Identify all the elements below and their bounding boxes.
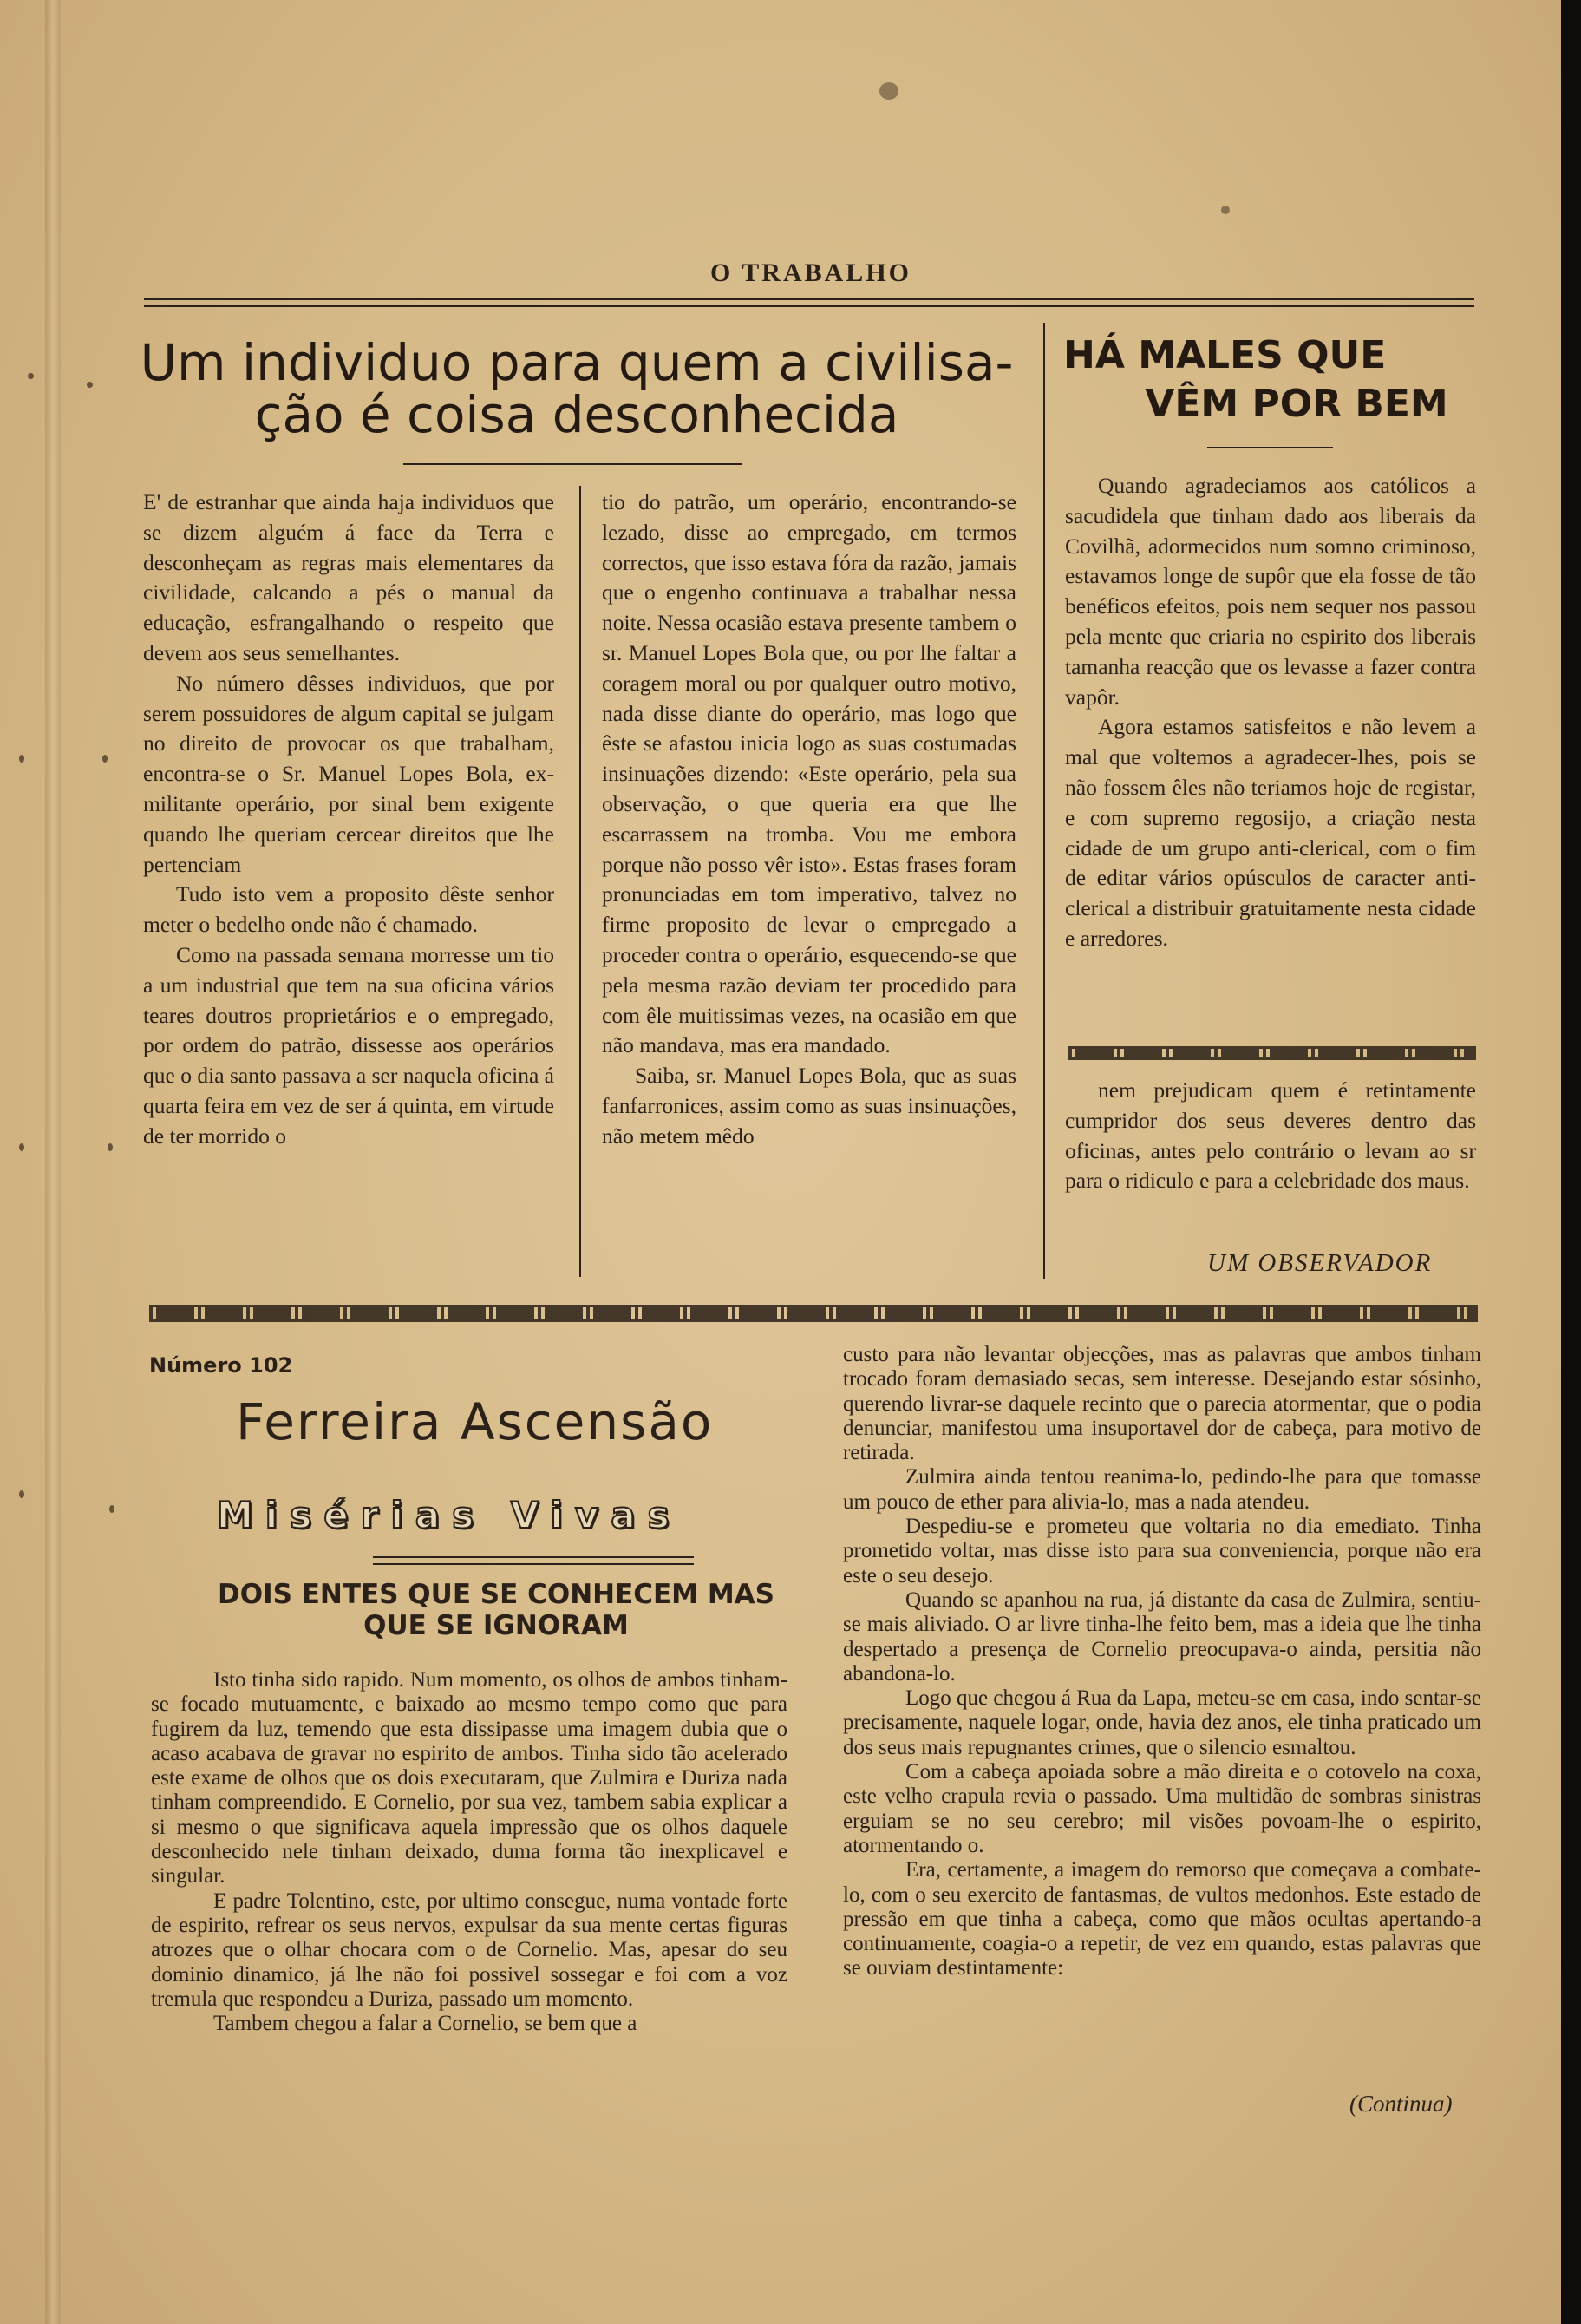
paragraph: Com a cabeça apoiada sobre a mão direita e o cotovelo na coxa, este velho crapula revia o passado. Uma multidão de sombras sinistras erguiam se no seu cerebro; mil visões povoam-lhe o espirito, atormentando o. [843, 1760, 1481, 1857]
paragraph: custo para não levantar objecções, mas as palavras que ambos tinham trocado foram demasiado secas, sem interesse. Desejando estar sósinho, querendo livrar-se daquele recinto que o parecia atormentar, que o podia denunciar, manifestou uma insuportavel dor de cabeça, para motivo de retirada. [843, 1343, 1481, 1465]
article-column-3-continuation [1065, 1076, 1476, 1196]
continued-note: (Continua) [1349, 2091, 1453, 2117]
stain-spot [19, 755, 24, 763]
signature: UM OBSERVADOR [1207, 1249, 1433, 1277]
article-column-1 [143, 488, 554, 1152]
paragraph: Como na passada semana morresse um tio a um industrial que tem na sua oficina vários teares doutros proprietários e o empregado, por ordem do patrão, dissesse aos operários que o dia santo passava a ser naquela oficina á quarta feira em vez de ser á quinta, em virtude de ter morrido o [143, 941, 554, 1149]
masthead: O TRABALHO [710, 259, 911, 287]
paragraph: Despediu-se e prometeu que voltaria no dia emediato. Tinha prometido voltar, mas disse isto para sua conveniencia, porque não era este o seu desejo. [843, 1515, 1481, 1588]
serial-column-left [151, 1668, 787, 2036]
serial-title: Misérias Vivas [217, 1494, 682, 1536]
serial-title-rule [373, 1556, 694, 1558]
paragraph: E' de estranhar que ainda haja individuos que se dizem alguém á face da Terra e desconheçam as regras mais elementares da civilidade, calcando a pés o manual da educação, esfrangalhando o respeito que devem aos seus semelhantes. [143, 489, 554, 665]
paragraph: Logo que chegou á Rua da Lapa, meteu-se em casa, indo sentar-se precisamente, naquele logar, onde, havia dez anos, ele tinha praticado um dos seus mais repugnantes crimes, que o silencio esmaltou. [843, 1686, 1481, 1759]
paragraph: Saiba, sr. Manuel Lopes Bola, que as suas fanfarronices, assim como as suas insinuações, não metem mêdo [602, 1063, 1016, 1149]
article-title-line: HÁ MALES QUE [1063, 333, 1387, 377]
serial-column-right [843, 1343, 1481, 1981]
paragraph: Tudo isto vem a proposito dêste senhor meter o bedelho onde não é chamado. [143, 881, 554, 938]
article-title-line: Um individuo para quem a civilisa- [140, 333, 1014, 392]
ornamental-divider [1068, 1046, 1476, 1060]
paragraph: tio do patrão, um operário, encontrando-se lezado, disse ao empregado, em termos correctos, que isso estava fóra da razão, jamais que o engenho continuava a trabalhar nessa noite. Nessa ocasião estava presente tambem o sr. Manuel Lopes Bola que, ou por lhe faltar a coragem moral ou por qualquer outro motivo, nada disse diante do operário, mas logo que êste se afastou inicia logo as suas costumadas insinuações dizendo: «Este operário, pela sua observação, o que queria era que lhe escarrassem na tromba. Vou me embora porque não posso vêr isto». Estas frases foram pronunciadas em tom imperativo, talvez no firme proposito de levar o empregado a proceder contra o operário, esquecendo-se que pela mesma razão deviam ter procedido para com êle muitissimas vezes, na ocasião em que não mandava, mas era mandado. [602, 489, 1016, 1058]
page-edge [1561, 0, 1581, 2324]
article-title [1058, 331, 1474, 429]
title-underline [1207, 447, 1333, 448]
stain-spot [1221, 206, 1230, 214]
stain-spot [102, 755, 108, 763]
article-title [139, 333, 1015, 444]
serial-subtitle [149, 1579, 843, 1641]
stain-spot [108, 1143, 113, 1151]
serial-title-rule [373, 1563, 694, 1565]
paragraph: E padre Tolentino, este, por ultimo consegue, numa vontade forte de espirito, refrear os seus nervos, expulsar da sua mente certas figuras atrozes que o olhar chocara com o de Cornelio. Mas, apesar do seu dominio dinamico, já lhe não foi possivel sossegar e foi com a voz tremula que respondeu a Duriza, passado um momento. [151, 1889, 787, 2011]
column-divider [1043, 323, 1045, 1279]
paragraph: Quando agradeciamos aos católicos a sacudidela que tinham dado aos liberais da Covilhã, adormecidos num somno criminoso, estavamos longe de supôr que ela fosse de tão benéficos efeitos, pois nem sequer nos passou pela mente que criaria no espirito dos liberais tamanha reacção que os levasse a fazer contra vapôr. [1065, 473, 1476, 710]
stain-spot [19, 1490, 24, 1498]
article-column-2 [602, 488, 1016, 1152]
paragraph: Tambem chegou a falar a Cornelio, se bem que a [213, 2012, 637, 2036]
stain-spot [87, 382, 93, 388]
paragraph: Zulmira ainda tentou reanima-lo, pedindo-lhe para que tomasse um pouco de ether para alivia-lo, mas a nada atendeu. [843, 1465, 1481, 1514]
article-title-line: VÊM POR BEM [1145, 382, 1448, 426]
stain-spot [879, 82, 898, 100]
serial-subtitle-line: DOIS ENTES QUE SE CONHECEM MAS [218, 1579, 774, 1610]
page-fold-shadow [45, 0, 61, 2324]
paragraph: Isto tinha sido rapido. Num momento, os olhos de ambos tinham-se focado mutuamente, e baixado ao mesmo tempo como que para fugirem da luz, temendo que esta dissipasse uma imagem dubia que o acaso acabava de gravar no espirito de ambos. Tinha sido tão acelerado este exame de olhos que os dois executaram, que Zulmira e Duriza nada tinham compreendido. E Cornelio, por sua vez, tambem sabia explicar a si mesmo o que significava aquela impressão que os olhos daquele desconhecido nele tinham deixado, duma forma tão inexplicavel e singular. [151, 1668, 787, 1889]
article-title-line: ção é coisa desconhecida [254, 385, 899, 444]
masthead-rule-secondary [144, 305, 1474, 307]
masthead-rule [144, 298, 1474, 300]
article-column-3 [1065, 471, 1476, 954]
stain-spot [28, 373, 34, 379]
stain-spot [109, 1505, 114, 1513]
paragraph: Agora estamos satisfeitos e não levem a mal que voltemos a agradecer-lhes, pois se não fossem êles não teriamos hoje de registar, e com supremo regosijo, a criação nesta cidade de um grupo anti-clerical, com o fim de editar vários opúsculos de caracter anti-clerical a distribuir gratuitamente nesta cidade e arredores. [1065, 714, 1476, 951]
serial-subtitle-line: QUE SE IGNORAM [363, 1610, 629, 1641]
paragraph: Quando se apanhou na rua, já distante da casa de Zulmira, sentiu-se mais aliviado. O ar livre tinha-lhe feito bem, mas a ideia que lhe tinha despertado a presença de Cornelio preocupava-o ainda, persitia não abandona-lo. [843, 1588, 1481, 1686]
title-underline [403, 463, 742, 465]
column-divider [579, 486, 581, 1277]
stain-spot [19, 1143, 24, 1151]
paragraph: No número dêsses individuos, que por serem possuidores de algum capital se julgam no direito de provocar os que trabalham, encontra-se o Sr. Manuel Lopes Bola, ex-militante operário, por sinal bem exigente quando lhe queriam cercear direitos que lhe pertenciam [143, 670, 554, 877]
ornamental-divider [149, 1305, 1478, 1322]
serial-author: Ferreira Ascensão [236, 1392, 714, 1451]
paragraph: Era, certamente, a imagem do remorso que começava a combate-lo, com o seu exercito de fantasmas, de vultos medonhos. Este estado de pressão em que tinha a cabeça, como que mãos ocultas apertando-a continuamente, coagia-o a repetir, de vez em quando, estas palavras que se ouviam destintamente: [843, 1858, 1481, 1980]
paragraph: nem prejudicam quem é retintamente cumpridor dos seus deveres dentro das oficinas, antes pelo contrário o levam ao sr para o ridiculo e para a celebridade dos maus. [1065, 1077, 1476, 1194]
serial-number: Número 102 [149, 1353, 293, 1378]
